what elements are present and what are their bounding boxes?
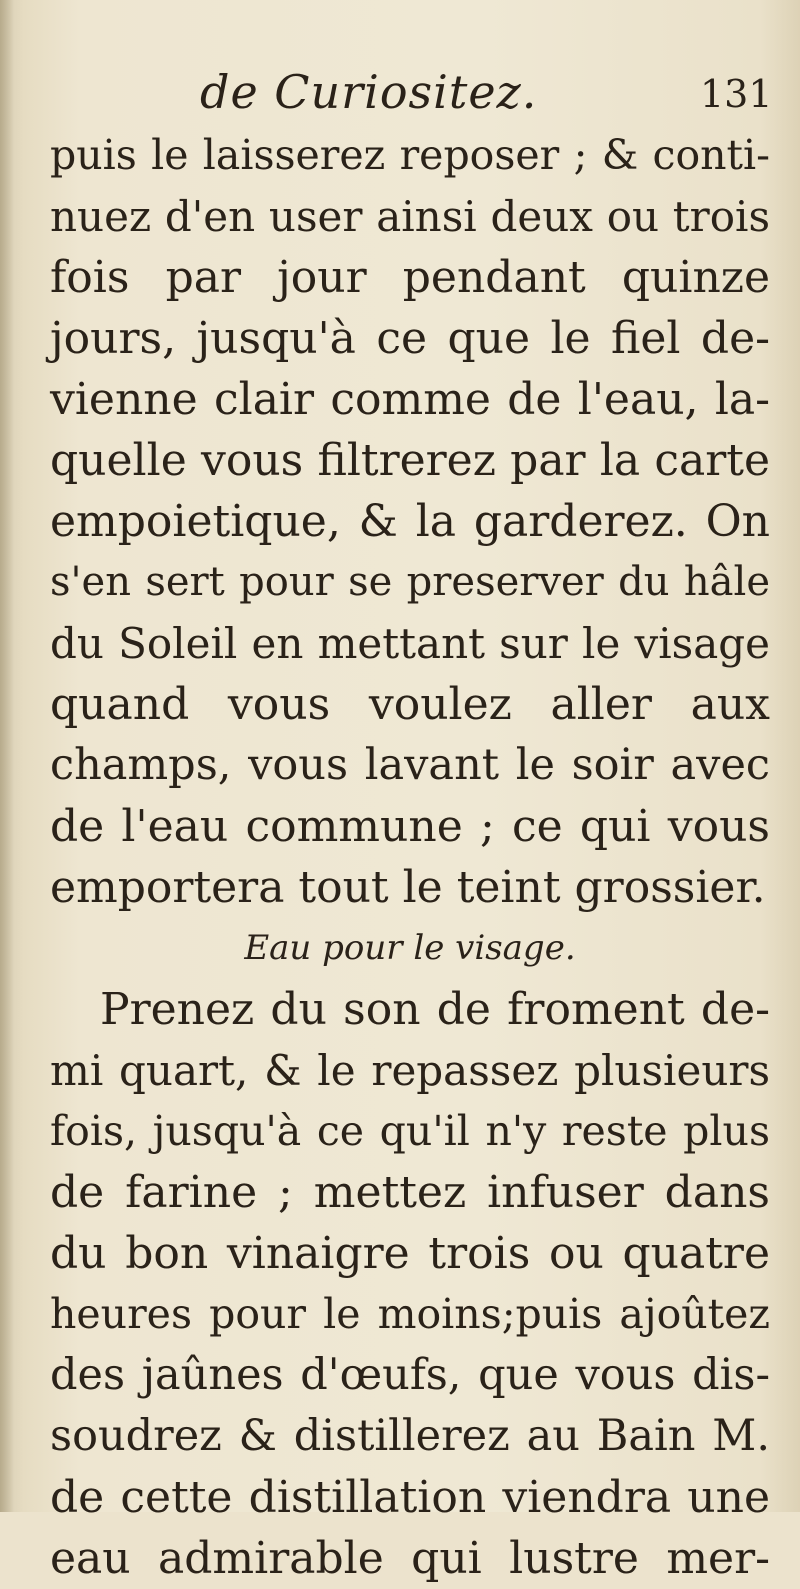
page-header: [0, 62, 800, 132]
text-line: de farine ; mettez infuser dans: [50, 1167, 770, 1218]
text-line: vienne clair comme de l'eau, la-: [50, 374, 770, 425]
text-line: jours, jusqu'à ce que le fiel de-: [50, 313, 770, 364]
text-line: emportera tout le teint grossier.: [50, 862, 766, 913]
text-line: quelle vous filtrerez par la carte: [50, 435, 770, 486]
paragraph-1: [50, 125, 770, 918]
paragraph-2: [50, 979, 770, 1589]
text-line: empoietique, & la garderez. On: [50, 496, 770, 547]
text-line: du bon vinaigre trois ou quatre: [50, 1228, 770, 1279]
text-line: Prenez du son de froment de-: [100, 984, 770, 1035]
section-heading: Eau pour le visage.: [244, 928, 576, 968]
text-line: fois, jusqu'à ce qu'il n'y reste plus: [50, 1107, 770, 1155]
text-line: de cette distillation viendra une: [50, 1472, 770, 1523]
text-line: s'en sert pour se preserver du hâle: [50, 559, 770, 605]
text-line: mi quart, & le repassez plusieurs: [50, 1046, 770, 1095]
text-line: heures pour le moins;puis ajoûtez: [50, 1290, 770, 1338]
text-line: des jaûnes d'œufs, que vous dis-: [50, 1350, 770, 1400]
text-block: [50, 125, 770, 1589]
text-line: soudrez & distillerez au Bain M.: [50, 1411, 770, 1461]
text-line: du Soleil en mettant sur le visage: [50, 619, 770, 668]
text-line: nuez d'en user ainsi deux ou trois: [50, 192, 770, 241]
text-line: puis le laisserez reposer ; & conti-: [50, 131, 770, 179]
text-line: quand vous voulez aller aux: [50, 679, 770, 730]
text-line: fois par jour pendant quinze: [50, 252, 770, 303]
text-line: champs, vous lavant le soir avec: [50, 740, 770, 790]
page-number: 131: [700, 72, 773, 116]
text-line: eau admirable qui lustre mer-: [50, 1533, 770, 1584]
running-title: de Curiositez.: [200, 65, 538, 119]
text-line: de l'eau commune ; ce qui vous: [50, 801, 770, 852]
